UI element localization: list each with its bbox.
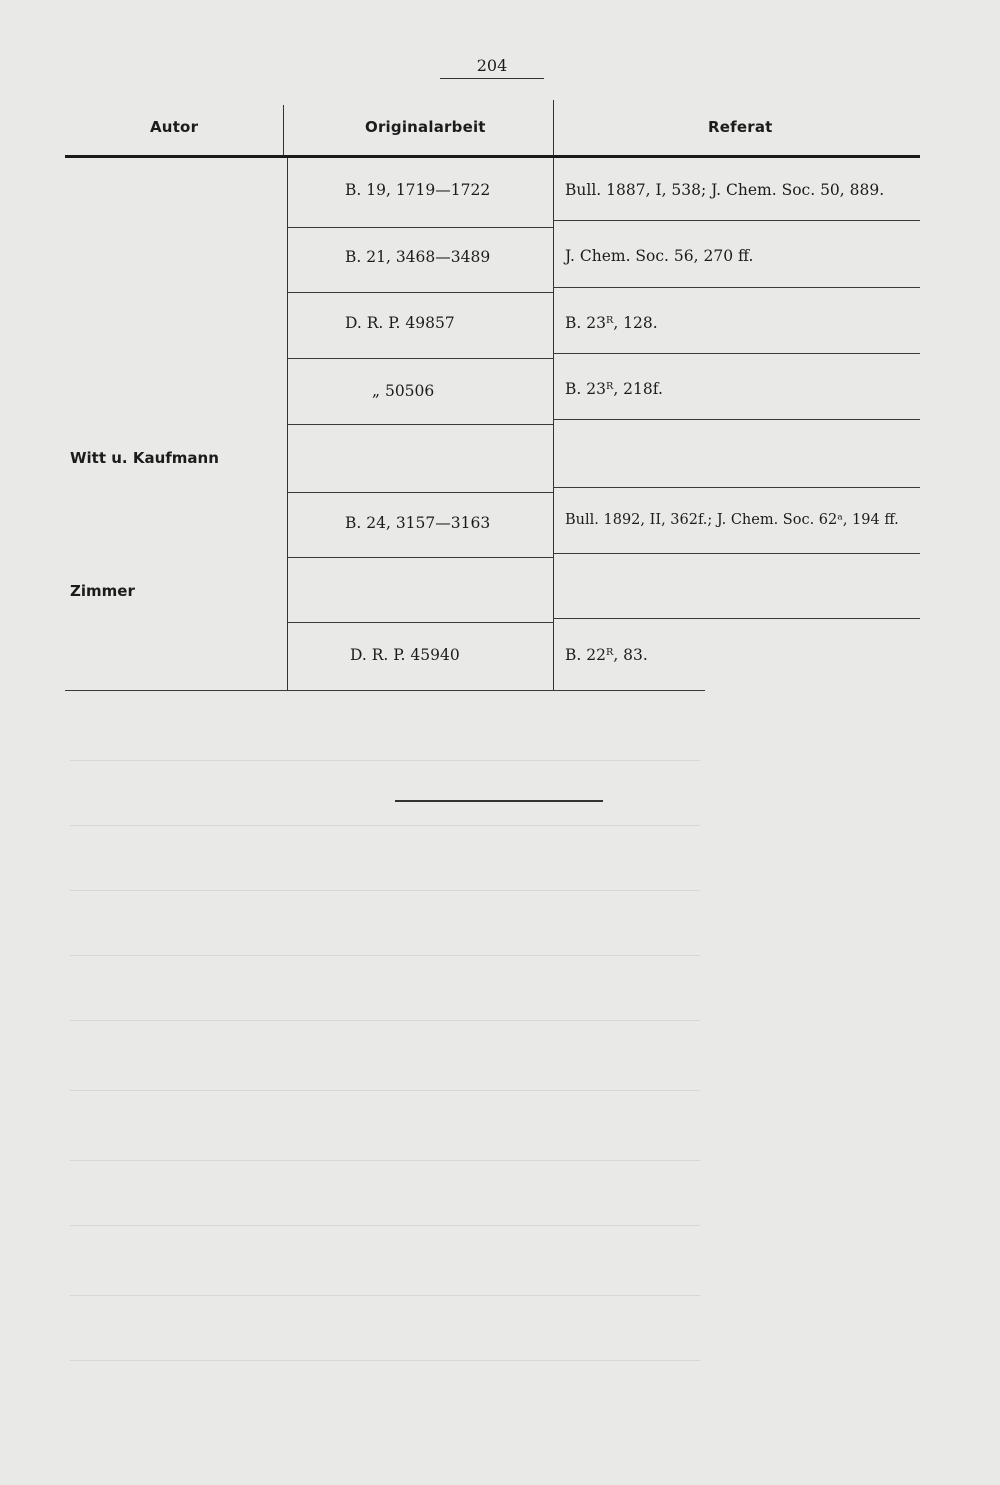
header-autor: Autor — [150, 118, 199, 136]
header-divider-right — [553, 100, 554, 157]
referat-cell: B. 23ᴿ, 128. — [565, 314, 658, 332]
author-name: Witt u. Kaufmann — [70, 449, 219, 467]
page-number: 204 — [476, 56, 508, 75]
row-rule — [287, 557, 553, 558]
original-cell: D. R. P. 45940 — [350, 646, 460, 664]
referat-cell: Bull. 1892, II, 362f.; J. Chem. Soc. 62ᵃ, 194 ff. — [565, 512, 899, 528]
original-cell: B. 21, 3468—3489 — [345, 248, 491, 266]
header-referat: Referat — [708, 118, 773, 136]
column-divider-right — [553, 158, 554, 691]
author-name: Zimmer — [70, 582, 135, 600]
original-cell: D. R. P. 49857 — [345, 314, 455, 332]
referat-cell: Bull. 1887, I, 538; J. Chem. Soc. 50, 889. — [565, 181, 885, 199]
referat-cell: B. 22ᴿ, 83. — [565, 646, 648, 664]
row-rule — [287, 227, 553, 228]
row-rule — [553, 220, 920, 221]
row-rule — [553, 287, 920, 288]
bleed-through — [70, 720, 930, 1420]
row-rule — [287, 622, 553, 623]
row-rule — [553, 618, 920, 619]
row-rule — [553, 353, 920, 354]
header-originalarbeit: Originalarbeit — [365, 118, 486, 136]
header-rule — [65, 155, 920, 158]
row-rule — [553, 419, 920, 420]
referat-cell: B. 23ᴿ, 218f. — [565, 380, 663, 398]
row-rule — [553, 487, 920, 488]
original-cell: „ 50506 — [372, 382, 435, 400]
row-rule — [287, 424, 553, 425]
header-divider-left — [283, 105, 284, 157]
row-rule — [553, 553, 920, 554]
referat-cell: J. Chem. Soc. 56, 270 ff. — [565, 247, 754, 265]
row-rule — [287, 358, 553, 359]
page-number-rule — [440, 78, 544, 79]
bottom-rule — [65, 690, 705, 691]
original-cell: B. 24, 3157—3163 — [345, 514, 491, 532]
row-rule — [287, 492, 553, 493]
row-rule — [287, 292, 553, 293]
original-cell: B. 19, 1719—1722 — [345, 181, 491, 199]
